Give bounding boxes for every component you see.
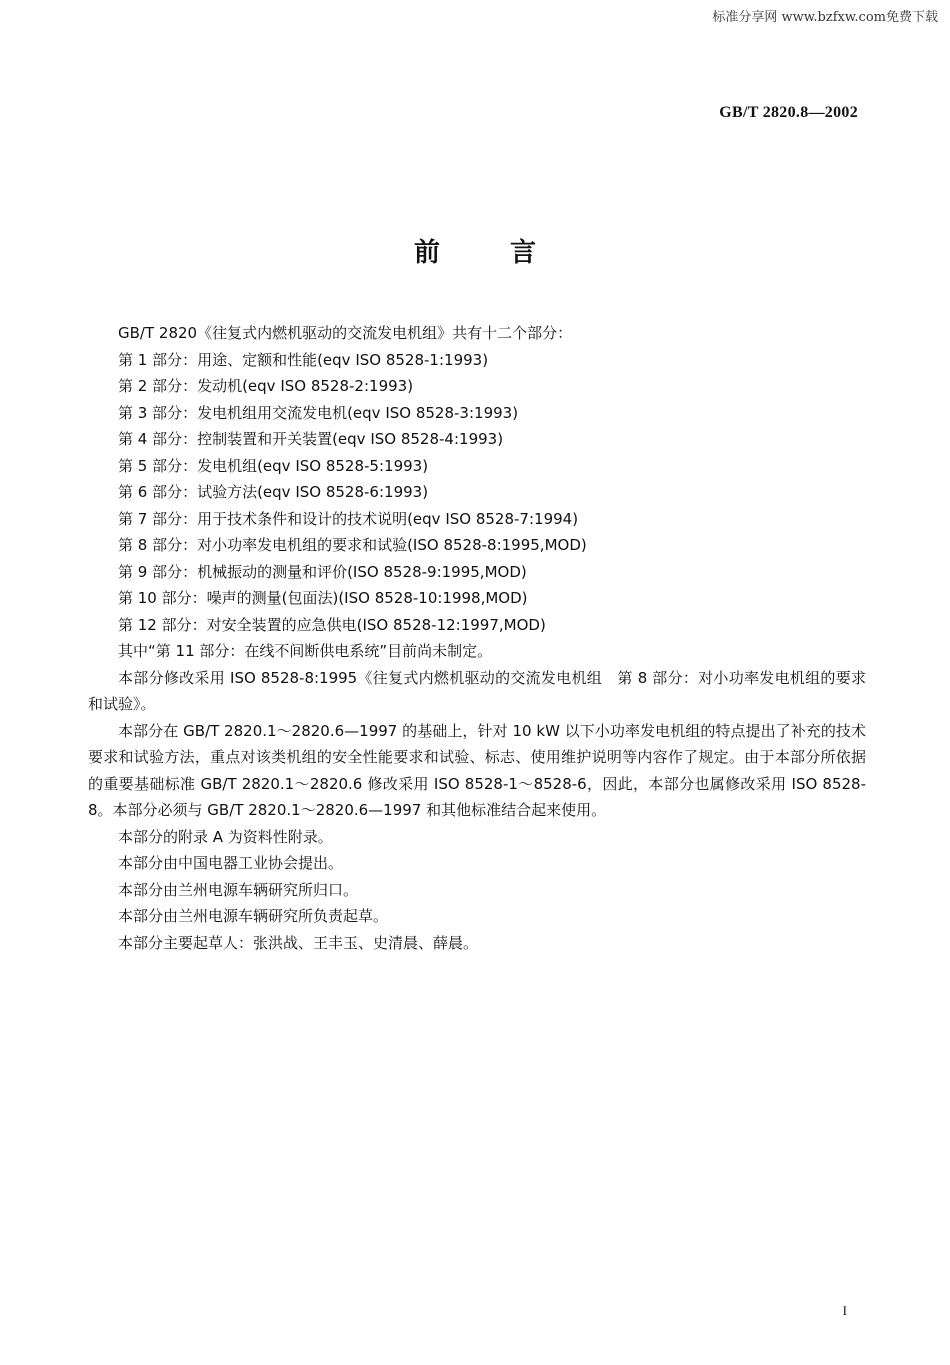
note-paragraph: 其中“第 11 部分：在线不间断供电系统”目前尚未制定。 bbox=[118, 642, 493, 660]
part-item: 第 9 部分：机械振动的测量和评价(ISO 8528-9:1995,MOD) bbox=[118, 562, 527, 581]
intro-line: GB/T 2820《往复式内燃机驱动的交流发电机组》共有十二个部分： bbox=[118, 324, 573, 342]
part-item: 第 5 部分：发电机组(eqv ISO 8528-5:1993) bbox=[118, 456, 429, 475]
page-title: 前言 bbox=[413, 238, 606, 268]
drafters-paragraph: 本部分主要起草人：张洪战、王丰玉、史清晨、薛晨。 bbox=[118, 933, 479, 952]
part-item: 第 1 部分：用途、定额和性能(eqv ISO 8528-1:1993) bbox=[118, 350, 489, 369]
drafter-org-paragraph: 本部分由兰州电源车辆研究所负责起草。 bbox=[118, 907, 389, 925]
part-item: 第 6 部分：试验方法(eqv ISO 8528-6:1993) bbox=[118, 483, 429, 501]
part-item: 第 10 部分：噪声的测量(包面法)(ISO 8528-10:1998,MOD) bbox=[118, 589, 528, 607]
part-item: 第 2 部分：发动机(eqv ISO 8528-2:1993) bbox=[118, 377, 414, 395]
part-item: 第 12 部分：对安全装置的应急供电(ISO 8528-12:1997,MOD) bbox=[118, 615, 546, 634]
standard-code: GB/T 2820.8—2002 bbox=[719, 104, 858, 121]
adoption-paragraph: 本部分修改采用 ISO 8528-8:1995《往复式内燃机驱动的交流发电机组 第 8 部分：对小功率发电机组的要求和试验》。 bbox=[88, 668, 866, 713]
centralized-paragraph: 本部分由兰州电源车辆研究所归口。 bbox=[118, 880, 359, 899]
annex-paragraph: 本部分的附录 A 为资料性附录。 bbox=[118, 827, 333, 846]
part-item: 第 8 部分：对小功率发电机组的要求和试验(ISO 8528-8:1995,MOD) bbox=[118, 536, 587, 554]
part-item: 第 3 部分：发电机组用交流发电机(eqv ISO 8528-3:1993) bbox=[118, 403, 519, 422]
proposer-paragraph: 本部分由中国电器工业协会提出。 bbox=[118, 854, 344, 872]
scope-paragraph: 本部分在 GB/T 2820.1～2820.6—1997 的基础上，针对 10 kW 以下小功率发电机组的特点提出了补充的技术要求和试验方法，重点对该类机组的安全性能要求和试验、标志、使用维护说明等内容作了规定。由于本部分所依据的重要基础标准 GB/T 2820.1～2820.6 修改采用 ISO 8528-1～8528-6，因此，本部分也属修改采用 ISO 8528-8。本部分必须与 GB/T 2820.1～2820.6—1997 和其他标准结合起来使用。 bbox=[88, 721, 866, 819]
part-item: 第 4 部分：控制装置和开关装置(eqv ISO 8528-4:1993) bbox=[118, 430, 504, 448]
page-number: I bbox=[842, 1303, 847, 1318]
part-item: 第 7 部分：用于技术条件和设计的技术说明(eqv ISO 8528-7:1994) bbox=[118, 509, 579, 528]
watermark-text: 标准分享网 www.bzfxw.com免费下载 bbox=[712, 10, 938, 25]
preface-body bbox=[88, 320, 866, 956]
